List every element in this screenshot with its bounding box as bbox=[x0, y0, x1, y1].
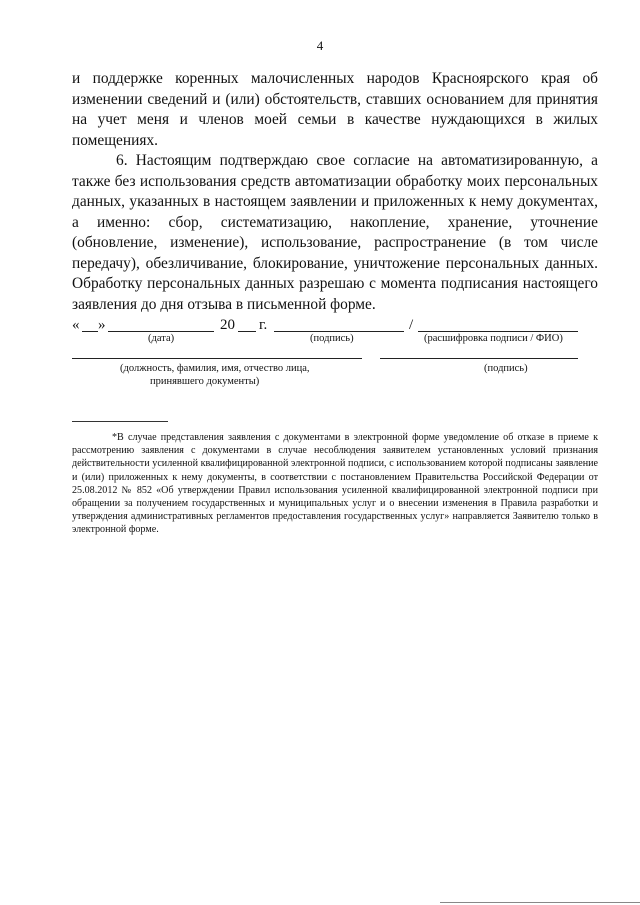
date-quote-open: « bbox=[72, 317, 80, 333]
date-caption: (дата) bbox=[148, 333, 175, 344]
page-bottom-rule bbox=[440, 902, 640, 903]
date-quote-close: » bbox=[98, 317, 106, 333]
footnote bbox=[72, 431, 598, 537]
footnote-separator bbox=[72, 421, 168, 422]
official-signature-caption: (подпись) bbox=[484, 363, 528, 374]
official-signature-line bbox=[380, 358, 578, 359]
signature-caption: (подпись) bbox=[310, 333, 354, 344]
signature-slash: / bbox=[409, 317, 414, 333]
year-suffix: г. bbox=[259, 317, 268, 333]
paragraph-consent: 6. Настоящим подтверждаю свое согласие на автоматизированную, а также без использования средств автоматизации обработку моих персональных данных, указанных в настоящем заявлении и приложенных к нему документах, а именно: сбор, систематизацию, накопление, хранение, уточнение (обновление, изменение), использование, распространение (в том числе передачу), обезличивание, блокирование, уничтожение персональных данных. Обработку персональных данных разрешаю с момента подписания настоящего заявления до дня отзыва в письменной форме. bbox=[72, 152, 598, 313]
decoding-blank bbox=[418, 331, 578, 332]
page-number: 4 bbox=[316, 38, 324, 53]
official-caption-line1: (должность, фамилия, имя, отчество лица, bbox=[120, 363, 310, 374]
day-blank bbox=[82, 331, 98, 332]
month-blank bbox=[108, 331, 214, 332]
year-blank bbox=[238, 331, 256, 332]
applicant-signature-row bbox=[72, 317, 598, 353]
year-prefix: 20 bbox=[220, 317, 235, 333]
decoding-caption: (расшифровка подписи / ФИО) bbox=[424, 333, 563, 344]
signature-blank bbox=[274, 331, 404, 332]
official-name-line bbox=[72, 358, 362, 359]
paragraph-continuation: и поддержке коренных малочисленных народов Красноярского края об изменении сведений и (или) обстоятельств, ставших основанием для принятия на учет меня и членов моей семьи в качестве нуждающихся в жилых помещениях. bbox=[72, 70, 598, 149]
document-body bbox=[72, 69, 598, 315]
footnote-text: *В случае представления заявления с документами в электронной форме уведомление об отказе в приеме к рассмотрению заявления с документами в случае несоблюдения заявителем установленных условий признания действительности усиленной квалифицированной электронной подписи, с использованием которой подписаны заявление и (или) приложенных к нему документы, в соответствии с постановлением Правительства Российской Федерации от 25.08.2012 № 852 «Об утверждении Правил использования усиленной квалифицированной электронной подписи при обращении за получением государственных и муниципальных услуг и о внесении изменения в Правила разработки и утверждения административных регламентов предоставления государственных услуг» направляется Заявителю только в электронной форме. bbox=[72, 432, 598, 536]
official-caption-line2: принявшего документы) bbox=[150, 376, 260, 387]
